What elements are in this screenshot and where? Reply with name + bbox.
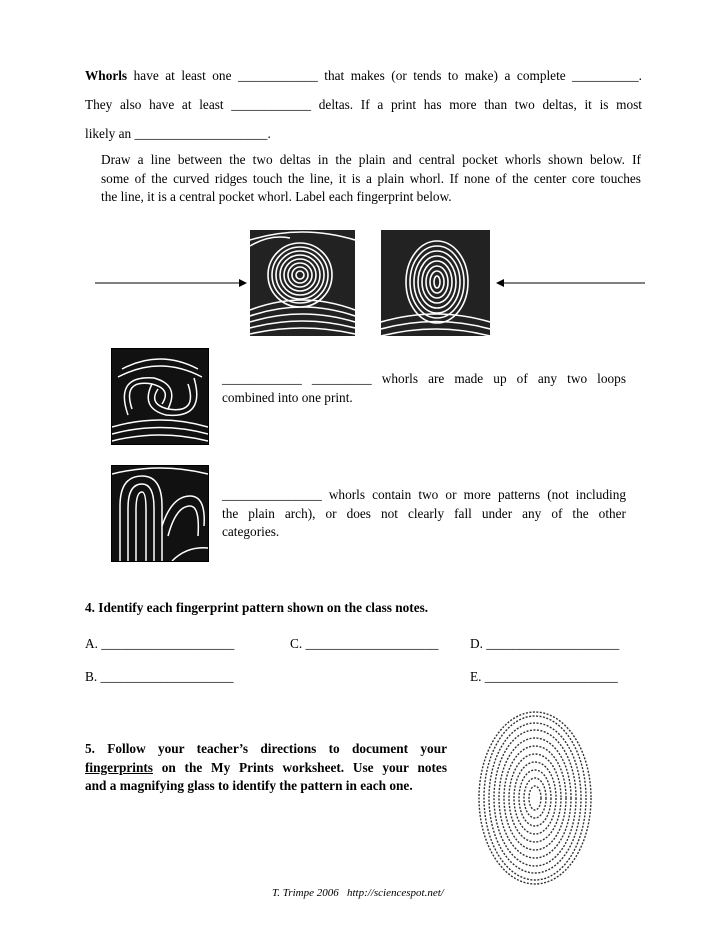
large-fingerprint-image xyxy=(470,710,600,885)
q4-answer-e: E. ____________________ xyxy=(470,669,618,684)
instructions-line-2: some of the curved ridges touch the line, it is a plain whorl. If none of the center core touches xyxy=(101,170,641,186)
footer-url[interactable]: http://sciencespot.net/ xyxy=(346,887,444,899)
accidental-whorl-fingerprint xyxy=(111,465,209,562)
q5-line-1: 5. Follow your teacher’s directions to document your xyxy=(85,741,447,756)
q4-answer-d: D. ____________________ xyxy=(470,636,620,651)
q4-answer-c: C. ____________________ xyxy=(290,636,439,651)
fingerprints-link[interactable]: fingerprints xyxy=(85,759,153,775)
q5-line-2 xyxy=(85,759,447,778)
double-loop-whorl-fingerprint xyxy=(111,348,209,445)
central-pocket-whorl-fingerprint xyxy=(250,230,355,336)
footer xyxy=(272,887,444,899)
instructions-line-1: Draw a line between the two deltas in the plain and central pocket whorls shown below. If xyxy=(101,152,641,167)
plain-whorl-fingerprint xyxy=(381,230,490,336)
instructions-paragraph xyxy=(101,151,641,207)
q5-line-3: and a magnifying glass to identify the pattern in each one. xyxy=(85,778,413,793)
q5-paragraph xyxy=(85,740,447,796)
q4-title: 4. Identify each fingerprint pattern shown on the class notes. xyxy=(85,600,429,615)
double-loop-line-1: ____________ _________ whorls are made up of any two loops xyxy=(222,371,626,386)
whorls-line-2: They also have at least ____________ deltas. If a print has more than two deltas, it is most xyxy=(85,97,642,112)
accidental-line-3: categories. xyxy=(222,524,280,539)
right-answer-arrow xyxy=(494,276,646,290)
whorls-paragraph xyxy=(85,61,642,148)
double-loop-line-2: combined into one print. xyxy=(222,389,353,405)
whorls-line-1 xyxy=(85,61,642,90)
fingerprint-image xyxy=(250,230,355,336)
whorls-line-1-text: have at least one ____________ that makes (or tends to make) a complete __________. xyxy=(127,68,642,83)
double-loop-paragraph xyxy=(222,370,626,407)
footer-author: T. Trimpe 2006 xyxy=(272,887,339,899)
accidental-line-2: the plain arch), or does not clearly fall under any of the other xyxy=(222,505,626,521)
fingerprint-image xyxy=(112,349,208,444)
accidental-line-1: _______________ whorls contain two or more patterns (not including xyxy=(222,487,626,502)
accidental-paragraph xyxy=(222,486,626,542)
left-answer-arrow xyxy=(95,276,250,290)
fingerprint-image xyxy=(112,466,208,561)
fingerprint-image xyxy=(381,230,490,336)
q4-answer-b: B. ____________________ xyxy=(85,669,234,684)
whorls-term: Whorls xyxy=(85,68,128,83)
q4-answer-a: A. ____________________ xyxy=(85,636,235,651)
q5-line-2-text: on the My Prints worksheet. Use your notes xyxy=(152,759,447,775)
whorls-line-3: likely an ____________________. xyxy=(85,126,271,141)
instructions-line-3: the line, it is a central pocket whorl. Label each fingerprint below. xyxy=(101,189,452,204)
